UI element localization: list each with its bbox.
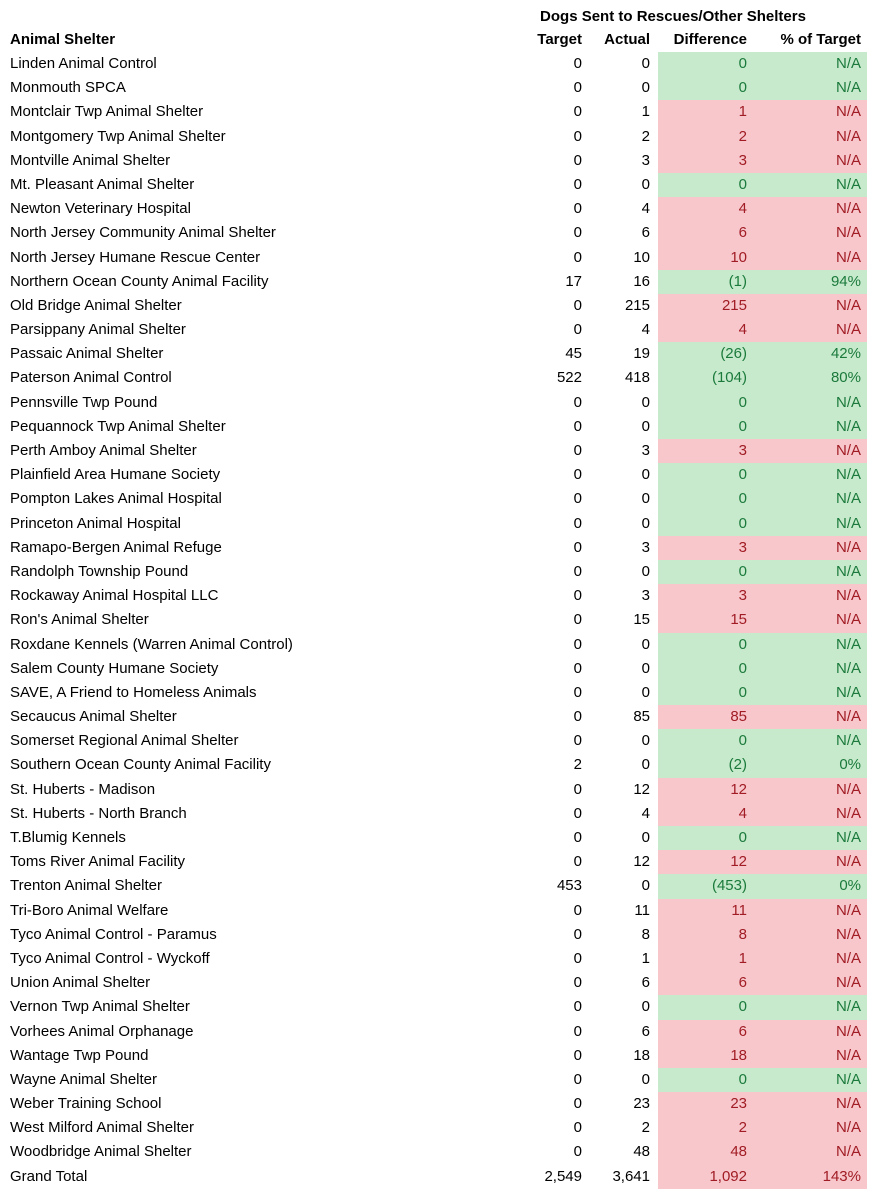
shelter-name-cell: St. Huberts - Madison	[10, 780, 156, 798]
target-cell: 0	[573, 1046, 582, 1064]
target-cell: 0	[573, 925, 582, 943]
target-cell: 0	[573, 635, 582, 653]
difference-cell: 4	[658, 197, 755, 221]
difference-cell: 1	[658, 947, 755, 971]
difference-cell: 0	[658, 1068, 755, 1092]
pct-of-target-cell: N/A	[755, 52, 867, 76]
target-cell: 0	[573, 248, 582, 266]
shelter-name-cell: Union Animal Shelter	[10, 974, 151, 992]
table-row	[0, 149, 867, 173]
pct-of-target-cell: N/A	[755, 826, 867, 850]
difference-cell: (453)	[658, 874, 755, 898]
target-cell: 0	[573, 55, 582, 72]
table-row	[0, 391, 867, 415]
difference-cell: 2	[658, 125, 755, 149]
pct-of-target-cell: N/A	[755, 850, 867, 874]
difference-cell: 12	[658, 850, 755, 874]
target-cell: 0	[573, 587, 582, 605]
shelter-name-cell: Ramapo-Bergen Animal Refuge	[10, 538, 222, 556]
difference-cell: 3	[658, 149, 755, 173]
shelter-name-cell: Southern Ocean County Animal Facility	[10, 756, 271, 774]
difference-cell: 0	[658, 681, 755, 705]
target-cell: 0	[573, 127, 582, 145]
shelter-name-cell: Princeton Animal Hospital	[10, 514, 181, 532]
actual-cell: 0	[641, 998, 650, 1016]
shelter-name-cell: Paterson Animal Control	[10, 369, 172, 387]
actual-cell: 3	[641, 538, 650, 556]
actual-cell: 0	[641, 562, 650, 580]
target-cell: 0	[573, 1022, 582, 1040]
pct-of-target-cell: N/A	[755, 802, 867, 826]
pct-of-target-cell: N/A	[755, 100, 867, 124]
actual-cell: 4	[641, 804, 650, 822]
shelter-name-cell: Woodbridge Animal Shelter	[10, 1143, 192, 1161]
table-row	[0, 874, 867, 898]
shelter-name-cell: Montville Animal Shelter	[10, 151, 171, 169]
table-row	[0, 294, 867, 318]
table-row	[0, 173, 867, 197]
target-cell: 0	[573, 1119, 582, 1137]
actual-cell: 15	[633, 611, 650, 629]
table-row	[0, 850, 867, 874]
table-row	[0, 753, 867, 777]
target-cell: 0	[573, 103, 582, 121]
table-row	[0, 560, 867, 584]
shelter-name-cell: Vernon Twp Animal Shelter	[10, 998, 190, 1016]
actual-cell: 1	[641, 103, 650, 121]
difference-cell: (1)	[658, 270, 755, 294]
table-row	[0, 899, 867, 923]
shelter-name-cell: Vorhees Animal Orphanage	[10, 1022, 194, 1040]
pct-of-target-cell: 94%	[755, 270, 867, 294]
pct-of-target-cell: N/A	[755, 971, 867, 995]
actual-cell: 0	[641, 490, 650, 508]
actual-cell: 12	[633, 780, 650, 798]
shelter-name-cell: Grand Total	[10, 1167, 88, 1185]
pct-of-target-cell: 0%	[755, 753, 867, 777]
actual-cell: 18	[633, 1046, 650, 1064]
table-row	[0, 125, 867, 149]
shelter-name-cell: Montclair Twp Animal Shelter	[10, 103, 204, 121]
target-cell: 0	[573, 321, 582, 339]
shelter-report-table	[0, 28, 867, 1189]
column-header-actual: Actual	[604, 31, 650, 48]
actual-cell: 0	[641, 417, 650, 435]
pct-of-target-cell: N/A	[755, 439, 867, 463]
pct-of-target-cell: 143%	[755, 1165, 867, 1189]
shelter-name-cell: Salem County Humane Society	[10, 659, 219, 677]
column-header-target: Target	[537, 31, 582, 48]
actual-cell: 0	[641, 683, 650, 701]
actual-cell: 0	[641, 175, 650, 193]
target-cell: 0	[573, 490, 582, 508]
table-row	[0, 1092, 867, 1116]
pct-of-target-cell: N/A	[755, 294, 867, 318]
pct-of-target-cell: N/A	[755, 391, 867, 415]
difference-cell: 6	[658, 971, 755, 995]
target-cell: 0	[573, 659, 582, 677]
shelter-name-cell: Monmouth SPCA	[10, 79, 126, 97]
pct-of-target-cell: N/A	[755, 149, 867, 173]
actual-cell: 0	[641, 732, 650, 750]
shelter-name-cell: Tyco Animal Control - Paramus	[10, 925, 217, 943]
target-cell: 45	[565, 345, 582, 363]
actual-cell: 0	[641, 829, 650, 846]
table-row	[0, 221, 867, 245]
actual-cell: 6	[641, 1022, 650, 1040]
target-cell: 0	[573, 1143, 582, 1161]
table-row	[0, 657, 867, 681]
table-row	[0, 270, 867, 294]
table-row	[0, 778, 867, 802]
shelter-name-cell: Pompton Lakes Animal Hospital	[10, 490, 222, 508]
difference-cell: 2	[658, 1116, 755, 1140]
pct-of-target-cell: N/A	[755, 1068, 867, 1092]
difference-cell: 0	[658, 826, 755, 850]
target-cell: 0	[573, 708, 582, 726]
shelter-name-cell: St. Huberts - North Branch	[10, 804, 187, 822]
difference-cell: 0	[658, 560, 755, 584]
actual-cell: 0	[641, 635, 650, 653]
actual-cell: 16	[633, 272, 650, 290]
actual-cell: 0	[641, 466, 650, 484]
target-cell: 0	[573, 829, 582, 846]
pct-of-target-cell: N/A	[755, 1020, 867, 1044]
target-cell: 0	[573, 466, 582, 484]
target-cell: 0	[573, 949, 582, 967]
actual-cell: 0	[641, 55, 650, 72]
shelter-name-cell: Perth Amboy Animal Shelter	[10, 442, 197, 459]
difference-cell: 1	[658, 100, 755, 124]
header-row	[0, 28, 867, 52]
table-row	[0, 705, 867, 729]
actual-cell: 3	[641, 442, 650, 459]
shelter-name-cell: Newton Veterinary Hospital	[10, 200, 191, 218]
pct-of-target-cell: N/A	[755, 899, 867, 923]
difference-cell: 18	[658, 1044, 755, 1068]
target-cell: 0	[573, 296, 582, 314]
actual-cell: 215	[624, 296, 650, 314]
pct-of-target-cell: N/A	[755, 778, 867, 802]
difference-cell: 215	[658, 294, 755, 318]
table-row	[0, 729, 867, 753]
actual-cell: 418	[624, 369, 650, 387]
shelter-name-cell: North Jersey Humane Rescue Center	[10, 248, 261, 266]
actual-cell: 10	[633, 248, 650, 266]
target-cell: 0	[573, 974, 582, 992]
table-row	[0, 246, 867, 270]
target-cell: 522	[556, 369, 582, 387]
pct-of-target-cell: N/A	[755, 705, 867, 729]
table-row	[0, 439, 867, 463]
difference-cell: 0	[658, 52, 755, 76]
actual-cell: 2	[641, 127, 650, 145]
table-row	[0, 608, 867, 632]
table-row	[0, 342, 867, 366]
difference-cell: 48	[658, 1140, 755, 1164]
pct-of-target-cell: 80%	[755, 366, 867, 390]
difference-cell: 3	[658, 439, 755, 463]
actual-cell: 0	[641, 514, 650, 532]
shelter-name-cell: Montgomery Twp Animal Shelter	[10, 127, 226, 145]
pct-of-target-cell: N/A	[755, 536, 867, 560]
pct-of-target-cell: N/A	[755, 729, 867, 753]
actual-cell: 4	[641, 321, 650, 339]
target-cell: 0	[573, 804, 582, 822]
actual-cell: 4	[641, 200, 650, 218]
difference-cell: (2)	[658, 753, 755, 777]
shelter-name-cell: Tri-Boro Animal Welfare	[10, 901, 169, 919]
target-cell: 0	[573, 683, 582, 701]
pct-of-target-cell: N/A	[755, 995, 867, 1019]
column-header-difference: Difference	[673, 31, 747, 48]
column-header-pct-of-target: % of Target	[780, 31, 861, 48]
table-row	[0, 802, 867, 826]
table-row	[0, 1020, 867, 1044]
shelter-name-cell: Plainfield Area Humane Society	[10, 466, 221, 484]
shelter-name-cell: Roxdane Kennels (Warren Animal Control)	[10, 635, 293, 653]
pct-of-target-cell: N/A	[755, 584, 867, 608]
pct-of-target-cell: N/A	[755, 487, 867, 511]
actual-cell: 3	[641, 151, 650, 169]
shelter-name-cell: Wantage Twp Pound	[10, 1046, 149, 1064]
shelter-name-cell: Pequannock Twp Animal Shelter	[10, 417, 226, 435]
target-cell: 0	[573, 998, 582, 1016]
difference-cell: 85	[658, 705, 755, 729]
target-cell: 0	[573, 732, 582, 750]
difference-cell: 15	[658, 608, 755, 632]
actual-cell: 3,641	[612, 1167, 650, 1185]
actual-cell: 0	[641, 659, 650, 677]
pct-of-target-cell: N/A	[755, 657, 867, 681]
table-row	[0, 1140, 867, 1164]
target-cell: 0	[573, 79, 582, 97]
pct-of-target-cell: N/A	[755, 681, 867, 705]
difference-cell: 0	[658, 633, 755, 657]
pct-of-target-cell: N/A	[755, 923, 867, 947]
actual-cell: 0	[641, 1070, 650, 1088]
target-cell: 0	[573, 417, 582, 435]
actual-cell: 3	[641, 587, 650, 605]
shelter-name-cell: T.Blumig Kennels	[10, 829, 126, 846]
table-row	[0, 1116, 867, 1140]
shelter-name-cell: Somerset Regional Animal Shelter	[10, 732, 239, 750]
pct-of-target-cell: N/A	[755, 197, 867, 221]
pct-of-target-cell: N/A	[755, 1140, 867, 1164]
actual-cell: 23	[633, 1095, 650, 1113]
difference-cell: (26)	[658, 342, 755, 366]
actual-cell: 0	[641, 79, 650, 97]
table-row	[0, 415, 867, 439]
difference-cell: 0	[658, 463, 755, 487]
difference-cell: 6	[658, 221, 755, 245]
pct-of-target-cell: N/A	[755, 463, 867, 487]
table-row	[0, 366, 867, 390]
difference-cell: 0	[658, 173, 755, 197]
table-row	[0, 197, 867, 221]
table-row	[0, 463, 867, 487]
pct-of-target-cell: N/A	[755, 633, 867, 657]
shelter-name-cell: Secaucus Animal Shelter	[10, 708, 177, 726]
shelter-name-cell: SAVE, A Friend to Homeless Animals	[10, 683, 257, 701]
table-row	[0, 923, 867, 947]
shelter-name-cell: Old Bridge Animal Shelter	[10, 296, 182, 314]
target-cell: 0	[573, 562, 582, 580]
table-row	[0, 100, 867, 124]
shelter-name-cell: Ron's Animal Shelter	[10, 611, 149, 629]
table-row	[0, 826, 867, 850]
shelter-name-cell: Weber Training School	[10, 1095, 162, 1113]
difference-cell: 0	[658, 415, 755, 439]
pct-of-target-cell: 42%	[755, 342, 867, 366]
table-row	[0, 52, 867, 76]
table-row	[0, 971, 867, 995]
difference-cell: 3	[658, 584, 755, 608]
shelter-name-cell: West Milford Animal Shelter	[10, 1119, 194, 1137]
pct-of-target-cell: N/A	[755, 560, 867, 584]
difference-cell: 0	[658, 657, 755, 681]
target-cell: 0	[573, 538, 582, 556]
difference-cell: 0	[658, 512, 755, 536]
target-cell: 0	[573, 853, 582, 871]
target-cell: 0	[573, 175, 582, 193]
shelter-name-cell: Parsippany Animal Shelter	[10, 321, 186, 339]
table-row	[0, 681, 867, 705]
target-cell: 2	[573, 756, 582, 774]
difference-cell: 11	[658, 899, 755, 923]
shelter-name-cell: Rockaway Animal Hospital LLC	[10, 587, 219, 605]
difference-cell: 6	[658, 1020, 755, 1044]
shelter-name-cell: North Jersey Community Animal Shelter	[10, 224, 276, 242]
pct-of-target-cell: N/A	[755, 246, 867, 270]
target-cell: 0	[573, 151, 582, 169]
difference-cell: 3	[658, 536, 755, 560]
actual-cell: 6	[641, 224, 650, 242]
target-cell: 0	[573, 1095, 582, 1113]
target-cell: 0	[573, 442, 582, 459]
shelter-name-cell: Mt. Pleasant Animal Shelter	[10, 175, 195, 193]
difference-cell: 0	[658, 995, 755, 1019]
pct-of-target-cell: N/A	[755, 1044, 867, 1068]
table-row	[0, 76, 867, 100]
difference-cell: 0	[658, 391, 755, 415]
pct-of-target-cell: N/A	[755, 125, 867, 149]
pct-of-target-cell: 0%	[755, 874, 867, 898]
table-body	[0, 52, 867, 1189]
target-cell: 0	[573, 901, 582, 919]
pct-of-target-cell: N/A	[755, 608, 867, 632]
pct-of-target-cell: N/A	[755, 1116, 867, 1140]
target-cell: 2,549	[544, 1167, 582, 1185]
table-row	[0, 633, 867, 657]
shelter-name-cell: Trenton Animal Shelter	[10, 877, 163, 895]
actual-cell: 48	[633, 1143, 650, 1161]
target-cell: 17	[565, 272, 582, 290]
pct-of-target-cell: N/A	[755, 512, 867, 536]
table-row	[0, 536, 867, 560]
shelter-name-cell: Wayne Animal Shelter	[10, 1070, 158, 1088]
report-title: Dogs Sent to Rescues/Other Shelters	[540, 8, 806, 25]
shelter-name-cell: Toms River Animal Facility	[10, 853, 186, 871]
table-row	[0, 995, 867, 1019]
actual-cell: 6	[641, 974, 650, 992]
difference-cell: 12	[658, 778, 755, 802]
target-cell: 0	[573, 393, 582, 411]
shelter-name-cell: Passaic Animal Shelter	[10, 345, 164, 363]
difference-cell: 8	[658, 923, 755, 947]
actual-cell: 1	[641, 949, 650, 967]
pct-of-target-cell: N/A	[755, 947, 867, 971]
actual-cell: 11	[634, 901, 650, 919]
target-cell: 0	[573, 780, 582, 798]
pct-of-target-cell: N/A	[755, 1092, 867, 1116]
target-cell: 0	[573, 200, 582, 218]
table-row	[0, 947, 867, 971]
shelter-name-cell: Linden Animal Control	[10, 55, 157, 72]
pct-of-target-cell: N/A	[755, 415, 867, 439]
actual-cell: 85	[633, 708, 650, 726]
table-row	[0, 1044, 867, 1068]
shelter-name-cell: Tyco Animal Control - Wyckoff	[10, 949, 210, 967]
target-cell: 0	[573, 1070, 582, 1088]
actual-cell: 0	[641, 393, 650, 411]
actual-cell: 12	[633, 853, 650, 871]
pct-of-target-cell: N/A	[755, 76, 867, 100]
target-cell: 0	[573, 224, 582, 242]
difference-cell: 1,092	[658, 1165, 755, 1189]
table-row	[0, 1068, 867, 1092]
difference-cell: 0	[658, 76, 755, 100]
pct-of-target-cell: N/A	[755, 173, 867, 197]
target-cell: 453	[556, 877, 582, 895]
difference-cell: 0	[658, 729, 755, 753]
column-header-animal-shelter: Animal Shelter	[10, 31, 116, 48]
difference-cell: 4	[658, 802, 755, 826]
difference-cell: (104)	[658, 366, 755, 390]
difference-cell: 23	[658, 1092, 755, 1116]
table-row	[0, 318, 867, 342]
difference-cell: 10	[658, 246, 755, 270]
target-cell: 0	[573, 514, 582, 532]
difference-cell: 4	[658, 318, 755, 342]
actual-cell: 0	[641, 877, 650, 895]
actual-cell: 19	[633, 345, 650, 363]
table-row	[0, 512, 867, 536]
table-header	[0, 28, 867, 52]
actual-cell: 2	[641, 1119, 650, 1137]
table-row	[0, 1165, 867, 1189]
actual-cell: 0	[641, 756, 650, 774]
shelter-name-cell: Randolph Township Pound	[10, 562, 189, 580]
shelter-name-cell: Northern Ocean County Animal Facility	[10, 272, 269, 290]
pct-of-target-cell: N/A	[755, 221, 867, 245]
table-row	[0, 487, 867, 511]
pct-of-target-cell: N/A	[755, 318, 867, 342]
actual-cell: 8	[641, 925, 650, 943]
difference-cell: 0	[658, 487, 755, 511]
table-row	[0, 584, 867, 608]
shelter-name-cell: Pennsville Twp Pound	[10, 393, 158, 411]
target-cell: 0	[573, 611, 582, 629]
